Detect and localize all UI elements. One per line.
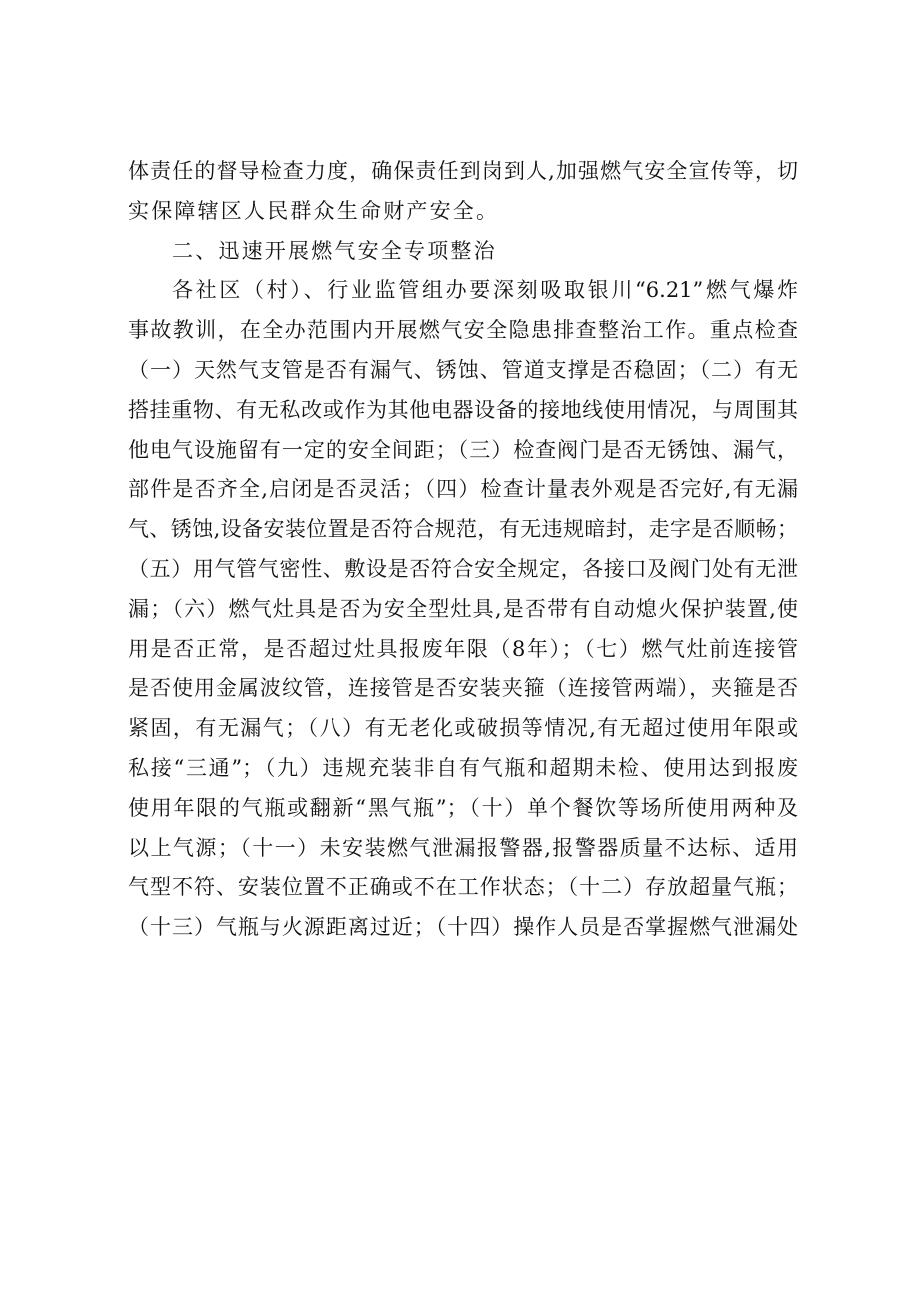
paragraph-line: 体责任的督导检查力度，确保责任到岗到人,加强燃气安全宣传等，切 bbox=[128, 159, 798, 183]
document-body bbox=[128, 152, 798, 948]
paragraph-line: 实保障辖区人民群众生命财产安全。 bbox=[128, 198, 500, 223]
paragraph-line: 各社区（村）、行业监管组办要深刻吸取银川“6.21”燃气爆炸 bbox=[172, 278, 798, 303]
section-heading: 二、迅速开展燃气安全专项整治 bbox=[172, 238, 497, 263]
paragraph-line: 他电气设施留有一定的安全间距；（三）检查阀门是否无锈蚀、漏气， bbox=[128, 437, 798, 462]
paragraph-line: 使用年限的气瓶或翻新“黑气瓶”；（十）单个餐饮等场所使用两种及 bbox=[128, 795, 798, 820]
paragraph-line: 私接“三通”；（九）违规充装非自有气瓶和超期未检、使用达到报废 bbox=[128, 755, 798, 780]
paragraph-line: 以上气源；（十一）未安装燃气泄漏报警器,报警器质量不达标、适用 bbox=[128, 835, 798, 860]
paragraph-line: 气型不符、安装位置不正确或不在工作状态；（十二）存放超量气瓶； bbox=[128, 875, 798, 900]
paragraph-line: （十三）气瓶与火源距离过近；（十四）操作人员是否掌握燃气泄漏处 bbox=[128, 915, 798, 940]
paragraph-line: 事故教训，在全办范围内开展燃气安全隐患排查整治工作。重点检查 bbox=[128, 318, 798, 343]
paragraph-line: 用是否正常，是否超过灶具报废年限（8年）；（七）燃气灶前连接管 bbox=[128, 636, 798, 661]
paragraph-line: 气、锈蚀,设备安装位置是否符合规范，有无违规暗封，走字是否顺畅； bbox=[128, 517, 798, 542]
paragraph-line: 是否使用金属波纹管，连接管是否安装夹箍（连接管两端），夹箍是否 bbox=[128, 676, 798, 701]
paragraph-line: （五）用气管气密性、敷设是否符合安全规定，各接口及阀门处有无泄 bbox=[128, 556, 798, 581]
paragraph-line: 紧固，有无漏气；（八）有无老化或破损等情况,有无超过使用年限或 bbox=[128, 716, 798, 741]
paragraph-line: 漏；（六）燃气灶具是否为安全型灶具,是否带有自动熄火保护装置,使 bbox=[128, 596, 798, 621]
paragraph-line: （一）天然气支管是否有漏气、锈蚀、管道支撑是否稳固；（二）有无 bbox=[128, 357, 798, 382]
paragraph-line: 部件是否齐全,启闭是否灵活；（四）检查计量表外观是否完好,有无漏 bbox=[128, 477, 798, 502]
paragraph-line: 搭挂重物、有无私改或作为其他电器设备的接地线使用情况，与周围其 bbox=[128, 397, 798, 422]
